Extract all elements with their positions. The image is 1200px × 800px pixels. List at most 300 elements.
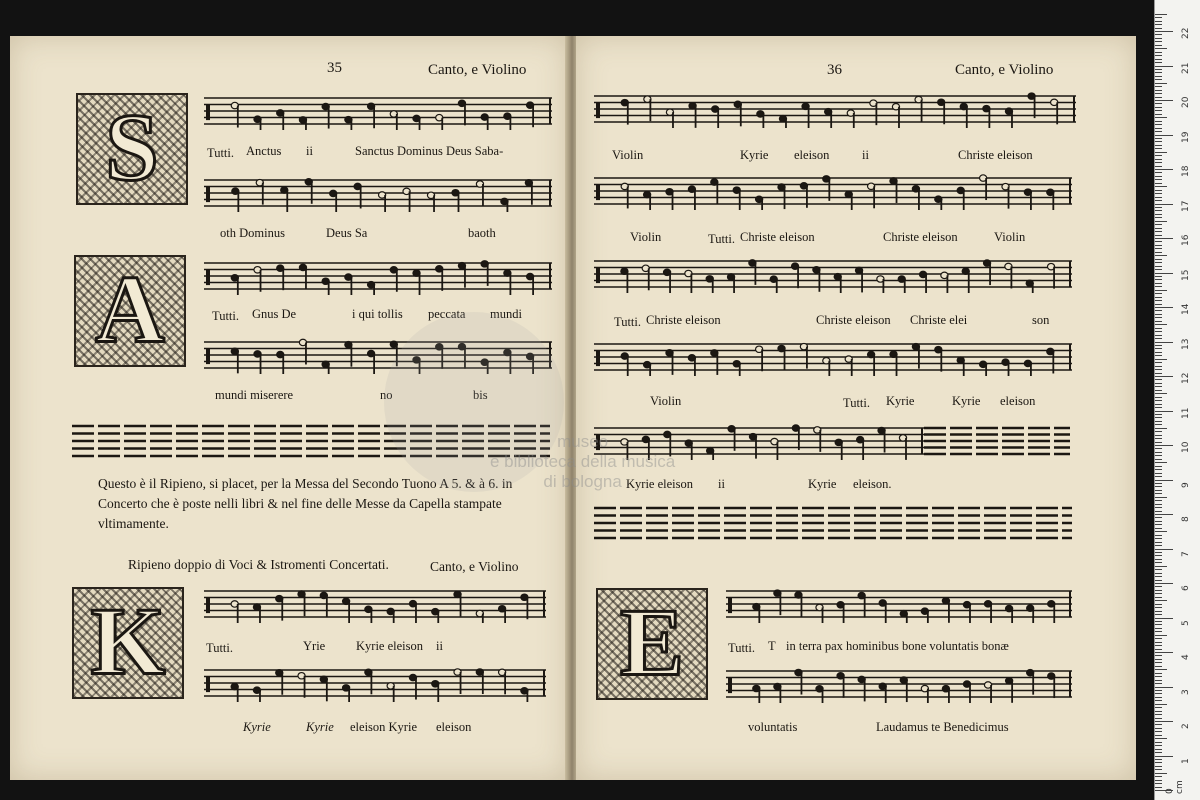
initial-letter: A [95, 255, 165, 363]
lyric: eleison [436, 720, 472, 734]
ruler-tick [1155, 583, 1173, 584]
ruler-tick [1155, 221, 1167, 222]
ruler-tick [1155, 483, 1162, 484]
ruler-tick [1155, 666, 1162, 667]
ruler-number: 21 [1181, 62, 1191, 74]
watermark-line: e biblioteca della musica [490, 452, 676, 471]
ruler-tick [1155, 45, 1162, 46]
lyric: eleison Kyrie [350, 720, 417, 734]
ruler-number: 13 [1181, 338, 1191, 350]
ruler-tick [1155, 621, 1162, 622]
ruler-tick [1155, 683, 1162, 684]
ruler-tick [1155, 259, 1162, 260]
decorated-initial-a [74, 255, 186, 367]
ruler-tick [1155, 476, 1162, 477]
ruler-number: 2 [1181, 723, 1191, 729]
ruler-tick [1155, 110, 1162, 111]
tutti-marking: Tutti. [614, 315, 641, 329]
measurement-ruler [1154, 0, 1200, 800]
ruler-tick [1155, 524, 1162, 525]
lyric: Sanctus Dominus Deus Saba- [355, 144, 504, 158]
music-staff [594, 88, 1076, 130]
ruler-tick [1155, 241, 1162, 242]
lyric: Christe elei [910, 313, 968, 327]
ruler-tick [1155, 697, 1162, 698]
ruler-tick [1155, 473, 1162, 474]
ruler-tick [1155, 172, 1162, 173]
ruler-number: 15 [1181, 269, 1191, 281]
ruler-tick [1155, 190, 1162, 191]
decorated-initial-s [76, 93, 188, 205]
paragraph-line: Concerto che è poste nelli libri & nel fine delle Messe da Capella stampate [98, 496, 502, 511]
ruler-tick [1155, 542, 1162, 543]
ruler-number: 11 [1181, 407, 1191, 419]
lyric: Violin [630, 230, 662, 244]
lyric: eleison [1000, 394, 1036, 408]
ruler-tick [1155, 569, 1162, 570]
ruler-tick [1155, 728, 1162, 729]
ruler-tick [1155, 455, 1162, 456]
lyric: peccata [428, 307, 466, 321]
ruler-tick [1155, 131, 1162, 132]
ruler-tick [1155, 193, 1162, 194]
ruler-tick [1155, 769, 1162, 770]
ruler-tick [1155, 159, 1162, 160]
ruler-tick [1155, 83, 1167, 84]
music-staff [204, 583, 546, 625]
ruler-tick [1155, 38, 1162, 39]
music-staff [594, 170, 1072, 212]
lyric: Kyrie eleison [626, 477, 693, 491]
lyric: Christe eleison [646, 313, 721, 327]
ruler-tick [1155, 66, 1173, 67]
ruler-tick [1155, 514, 1173, 515]
ruler-tick [1155, 693, 1162, 694]
ruler-tick [1155, 169, 1173, 170]
music-staff [204, 662, 546, 704]
clef-mark [206, 187, 210, 203]
lyric: ii [862, 148, 869, 162]
ruler-tick [1155, 600, 1167, 601]
ruler-tick [1155, 31, 1173, 32]
ruler-tick [1155, 328, 1162, 329]
ruler-tick [1155, 269, 1162, 270]
ruler-tick [1155, 252, 1162, 253]
ruler-tick [1155, 521, 1162, 522]
ruler-tick [1155, 673, 1162, 674]
ruler-tick [1155, 155, 1162, 156]
ruler-tick [1155, 214, 1162, 215]
ruler-tick [1155, 76, 1162, 77]
ruler-tick [1155, 200, 1162, 201]
ruler-tick [1155, 162, 1162, 163]
ruler-tick [1155, 580, 1162, 581]
ruler-tick [1155, 152, 1167, 153]
lyric: ii [718, 477, 725, 491]
ruler-tick [1155, 576, 1162, 577]
ruler-number: 16 [1181, 234, 1191, 246]
ruler-tick [1155, 628, 1162, 629]
ruler-tick [1155, 586, 1162, 587]
music-staff [204, 255, 552, 297]
lyric: eleison [794, 148, 830, 162]
ruler-tick [1155, 342, 1173, 343]
ruler-tick [1155, 331, 1162, 332]
ruler-tick [1155, 204, 1173, 205]
ruler-tick [1155, 228, 1162, 229]
ruler-tick [1155, 348, 1162, 349]
ruler-tick [1155, 452, 1162, 453]
ruler-tick [1155, 245, 1162, 246]
ruler-tick [1155, 535, 1162, 536]
ruler-tick [1155, 604, 1162, 605]
lyric: Yrie [303, 639, 326, 653]
ruler-tick [1155, 141, 1162, 142]
ruler-tick [1155, 166, 1162, 167]
ruler-number: 1 [1181, 757, 1191, 764]
ruler-tick [1155, 255, 1167, 256]
ruler-tick [1155, 438, 1162, 439]
ruler-tick [1155, 273, 1173, 274]
ruler-tick [1155, 614, 1162, 615]
ruler-tick [1155, 121, 1162, 122]
ruler-tick [1155, 407, 1162, 408]
ruler-number: 7 [1181, 550, 1191, 557]
ruler-tick [1155, 69, 1162, 70]
ruler-unit: 0 cm [1165, 780, 1185, 794]
ruler-number: 10 [1181, 441, 1191, 453]
ruler-tick [1155, 655, 1162, 656]
ruler-tick [1155, 424, 1162, 425]
ruler-tick [1155, 431, 1162, 432]
clef-mark [596, 103, 600, 119]
ruler-number: 22 [1181, 27, 1191, 39]
watermark-line: di bologna [543, 472, 622, 491]
ruler-tick [1155, 107, 1162, 108]
ruler-tick [1155, 373, 1162, 374]
left-page-header: Canto, e Violino [428, 62, 527, 78]
ruler-tick [1155, 756, 1173, 757]
ruler-tick [1155, 687, 1173, 688]
ruler-number: 6 [1181, 585, 1191, 591]
ruler-tick [1155, 362, 1162, 363]
ruler-tick [1155, 783, 1162, 784]
ruler-tick [1155, 559, 1162, 560]
ruler-tick [1155, 428, 1167, 429]
ruler-tick [1155, 607, 1162, 608]
section-heading: Ripieno doppio di Voci & Istromenti Concertati. [128, 557, 389, 572]
ruler-tick [1155, 128, 1162, 129]
ruler-tick [1155, 597, 1162, 598]
ruler-tick [1155, 176, 1162, 177]
ruler-tick [1155, 731, 1162, 732]
ruler-tick [1155, 217, 1162, 218]
ruler-tick [1155, 642, 1162, 643]
ruler-tick [1155, 404, 1162, 405]
lyric: Gnus De [252, 307, 297, 321]
ruler-tick [1155, 321, 1162, 322]
lyric: son [1032, 313, 1050, 327]
lyric: in terra pax hominibus bone voluntatis bonæ [786, 639, 1009, 653]
lyric: Christe eleison [883, 230, 958, 244]
ruler-tick [1155, 652, 1173, 653]
ruler-tick [1155, 549, 1173, 550]
ruler-tick [1155, 34, 1162, 35]
ruler-tick [1155, 462, 1167, 463]
lyric: Christe eleison [958, 148, 1033, 162]
tutti-marking: Tutti. [728, 641, 755, 655]
ruler-tick [1155, 545, 1162, 546]
ruler-tick [1155, 766, 1162, 767]
ruler-tick [1155, 366, 1162, 367]
ruler-tick [1155, 469, 1162, 470]
tutti-marking: Tutti. [212, 309, 239, 323]
ruler-tick [1155, 62, 1162, 63]
ruler-tick [1155, 700, 1162, 701]
ruler-tick [1155, 638, 1162, 639]
ruler-tick [1155, 52, 1162, 53]
ruler-tick [1155, 773, 1167, 774]
ruler-tick [1155, 593, 1162, 594]
ruler-tick [1155, 400, 1162, 401]
ruler-tick [1155, 86, 1162, 87]
ruler-number: 14 [1181, 303, 1191, 315]
ruler-tick [1155, 414, 1162, 415]
ruler-tick [1155, 552, 1162, 553]
clef-mark [728, 678, 732, 694]
lyric: Violin [650, 394, 682, 408]
lyric: ii [436, 639, 443, 653]
watermark-line: museo [557, 432, 609, 451]
ruler-tick [1155, 24, 1162, 25]
ruler-tick [1155, 103, 1162, 104]
ruler-tick [1155, 14, 1167, 15]
ruler-tick [1155, 21, 1162, 22]
left-page-number: 35 [327, 60, 342, 76]
lyric: eleison. [853, 477, 892, 491]
lyric: no [380, 388, 393, 402]
ruler-tick [1155, 555, 1162, 556]
ruler-tick [1155, 197, 1162, 198]
ruler-number: 17 [1181, 200, 1191, 212]
ruler-tick [1155, 507, 1162, 508]
ruler-tick [1155, 210, 1162, 211]
lyric: Laudamus te Benedicimus [876, 720, 1009, 734]
ruler-number: 18 [1181, 165, 1191, 177]
lyric: mundi miserere [215, 388, 294, 402]
ruler-tick [1155, 411, 1173, 412]
ruler-tick [1155, 714, 1162, 715]
ruler-tick [1155, 17, 1162, 18]
ruler-tick [1155, 386, 1162, 387]
ruler-tick [1155, 207, 1162, 208]
ruler-tick [1155, 466, 1162, 467]
right-page-header: Canto, e Violino [955, 62, 1054, 78]
ruler-tick [1155, 662, 1162, 663]
ruler-tick [1155, 721, 1173, 722]
lyric: mundi [490, 307, 522, 321]
ruler-tick [1155, 41, 1162, 42]
decorated-initial-e [596, 588, 708, 700]
ruler-tick [1155, 635, 1167, 636]
ruler-tick [1155, 48, 1167, 49]
ruler-tick [1155, 345, 1162, 346]
music-staff [594, 253, 1072, 295]
ruler-tick [1155, 124, 1162, 125]
ruler-tick [1155, 745, 1162, 746]
ruler-tick [1155, 72, 1162, 73]
paragraph-line: Questo è il Ripieno, si placet, per la Messa del Secondo Tuono A 5. & à 6. in [98, 476, 513, 491]
ruler-tick [1155, 435, 1162, 436]
ruler-tick [1155, 238, 1173, 239]
lyric: Violin [612, 148, 644, 162]
ruler-tick [1155, 276, 1162, 277]
lyric: Deus Sa [326, 226, 368, 240]
lyric: baoth [468, 226, 496, 240]
decorated-initial-k [72, 587, 184, 699]
clef-mark [206, 349, 210, 365]
ruler-number: 9 [1181, 481, 1191, 488]
initial-letter: K [90, 587, 166, 695]
ruler-tick [1155, 307, 1173, 308]
lyric: Christe eleison [740, 230, 815, 244]
ruler-tick [1155, 338, 1162, 339]
ruler-tick [1155, 135, 1173, 136]
music-staff [204, 90, 552, 132]
lyric: Kyrie [740, 148, 769, 162]
ruler-tick [1155, 231, 1162, 232]
ruler-tick [1155, 448, 1162, 449]
initial-letter: E [619, 588, 685, 696]
ruler-tick [1155, 486, 1162, 487]
ruler-tick [1155, 397, 1162, 398]
empty-music-staff [594, 500, 1072, 546]
ruler-tick [1155, 562, 1162, 563]
ruler-tick [1155, 79, 1162, 80]
lyric: Kyrie [243, 720, 271, 734]
ruler-number: 4 [1181, 654, 1191, 660]
ruler-tick [1155, 528, 1162, 529]
ruler-tick [1155, 749, 1162, 750]
ruler-tick [1155, 148, 1162, 149]
empty-music-staff [924, 420, 1070, 462]
ruler-tick [1155, 442, 1162, 443]
section-header: Canto, e Violino [430, 559, 519, 574]
ruler-tick [1155, 290, 1167, 291]
ruler-tick [1155, 742, 1162, 743]
ruler-tick [1155, 776, 1162, 777]
ruler-tick [1155, 631, 1162, 632]
clef-mark [206, 598, 210, 614]
ruler-tick [1155, 179, 1162, 180]
tutti-marking: Tutti. [206, 641, 233, 655]
ruler-tick [1155, 335, 1162, 336]
clef-mark [206, 677, 210, 693]
right-page-number: 36 [827, 62, 842, 78]
ruler-tick [1155, 369, 1162, 370]
lyric: Anctus [246, 144, 282, 158]
music-staff [726, 583, 1072, 625]
lyric: oth Dominus [220, 226, 285, 240]
ruler-tick [1155, 186, 1167, 187]
initial-letter: S [105, 93, 159, 201]
ruler-tick [1155, 93, 1162, 94]
ruler-tick [1155, 504, 1162, 505]
ruler-tick [1155, 314, 1162, 315]
ruler-tick [1155, 297, 1162, 298]
lyric: ii [306, 144, 313, 158]
tutti-marking: Tutti. [207, 146, 234, 160]
tutti-marking: Tutti. [708, 232, 735, 246]
lyric: voluntatis [748, 720, 798, 734]
ruler-tick [1155, 752, 1162, 753]
ruler-tick [1155, 538, 1162, 539]
lyric: i qui tollis [352, 307, 403, 321]
ruler-tick [1155, 138, 1162, 139]
ruler-tick [1155, 352, 1162, 353]
ruler-tick [1155, 117, 1167, 118]
ruler-tick [1155, 780, 1162, 781]
ruler-tick [1155, 735, 1162, 736]
ruler-tick [1155, 531, 1167, 532]
ruler-tick [1155, 235, 1162, 236]
ruler-tick [1155, 97, 1162, 98]
ruler-number: 12 [1181, 372, 1191, 384]
clef-mark [206, 105, 210, 121]
ruler-number: 20 [1181, 96, 1191, 108]
ruler-tick [1155, 266, 1162, 267]
ruler-tick [1155, 293, 1162, 294]
ruler-tick [1155, 28, 1162, 29]
tutti-marking: Tutti. [843, 396, 870, 410]
ruler-tick [1155, 417, 1162, 418]
ruler-tick [1155, 421, 1162, 422]
ruler-tick [1155, 145, 1162, 146]
lyric: Kyrie [952, 394, 981, 408]
watermark-text [490, 432, 675, 492]
ruler-tick [1155, 390, 1162, 391]
ruler-tick [1155, 459, 1162, 460]
ruler-tick [1155, 711, 1162, 712]
ruler-tick [1155, 224, 1162, 225]
ruler-tick [1155, 114, 1162, 115]
ruler-tick [1155, 493, 1162, 494]
lyric: Kyrie eleison [356, 639, 423, 653]
ruler-tick [1155, 304, 1162, 305]
ruler-number: 5 [1181, 619, 1191, 626]
ruler-tick [1155, 704, 1167, 705]
ruler-tick [1155, 787, 1162, 788]
ruler-tick [1155, 490, 1162, 491]
lyric: Kyrie [808, 477, 837, 491]
ruler-tick [1155, 324, 1167, 325]
ruler-tick [1155, 738, 1167, 739]
ruler-tick [1155, 55, 1162, 56]
ruler-tick [1155, 618, 1173, 619]
ruler-tick [1155, 676, 1162, 677]
music-staff [594, 336, 1072, 378]
clef-mark [596, 351, 600, 367]
ruler-tick [1155, 517, 1162, 518]
ruler-tick [1155, 645, 1162, 646]
lyric: Kyrie [886, 394, 915, 408]
ruler-number: 8 [1181, 516, 1191, 522]
ruler-tick [1155, 383, 1162, 384]
ruler-tick [1155, 248, 1162, 249]
ruler-tick [1155, 762, 1162, 763]
ruler-tick [1155, 286, 1162, 287]
ruler-tick [1155, 310, 1162, 311]
